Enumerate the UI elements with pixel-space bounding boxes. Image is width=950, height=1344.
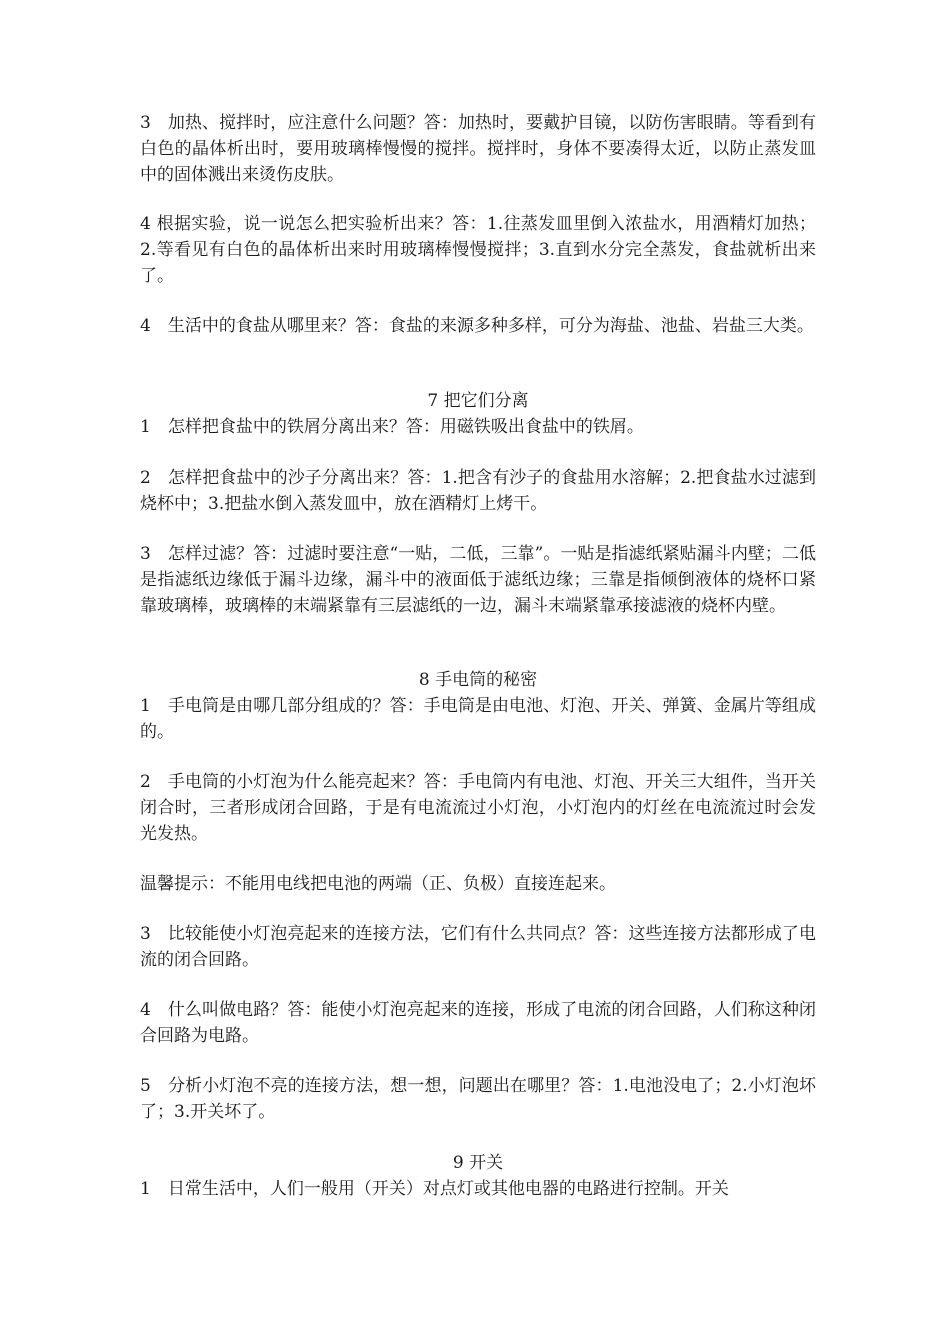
section-8-item-4: 4 什么叫做电路？答：能使小灯泡亮起来的连接，形成了电流的闭合回路，人们称这种闭合回路为电路。 (140, 1000, 816, 1046)
paragraph-heating-stirring: 3 加热、搅拌时，应注意什么问题？答：加热时，要戴护目镜，以防伤害眼睛。等看到有白色的晶体析出时，要用玻璃棒慢慢的搅拌。搅拌时，身体不要凑得太近，以防止蒸发皿中的固体溅出来烫伤皮肤。 (140, 113, 816, 185)
section-8-tip: 温馨提示：不能用电线把电池的两端（正、负极）直接连起来。 (140, 874, 616, 894)
section-7-item-3: 3 怎样过滤？答：过滤时要注意“一贴，二低，三靠”。一贴是指滤纸紧贴漏斗内壁；二低是指滤纸边缘低于漏斗边缘，漏斗中的液面低于滤纸边缘；三靠是指倾倒液体的烧杯口紧靠玻璃棒，玻璃棒的末端紧靠有三层滤纸的一边，漏斗末端紧靠承接滤液的烧杯内壁。 (140, 544, 816, 616)
paragraph-salt-crystallize: 4 根据实验，说一说怎么把实验析出来？答：1.往蒸发皿里倒入浓盐水，用酒精灯加热；2.等看见有白色的晶体析出来时用玻璃棒慢慢搅拌；3.直到水分完全蒸发，食盐就析出来了。 (140, 214, 816, 286)
section-7-item-1: 1 怎样把食盐中的铁屑分离出来？答：用磁铁吸出食盐中的铁屑。 (140, 417, 644, 437)
section-8-heading: 8 手电筒的秘密 (418, 670, 538, 690)
section-9-item-1: 1 日常生活中，人们一般用（开关）对点灯或其他电器的电路进行控制。开关 (140, 1179, 729, 1199)
section-8-item-3: 3 比较能使小灯泡亮起来的连接方法，它们有什么共同点？答：这些连接方法都形成了电流的闭合回路。 (140, 924, 816, 970)
paragraph-salt-source: 4 生活中的食盐从哪里来？答：食盐的来源多种多样，可分为海盐、池盐、岩盐三大类。 (140, 316, 814, 336)
section-7-heading: 7 把它们分离 (427, 391, 529, 411)
section-8-item-2: 2 手电筒的小灯泡为什么能亮起来？答：手电筒内有电池、灯泡、开关三大组件，当开关闭合时，三者形成闭合回路，于是有电流流过小灯泡，小灯泡内的灯丝在电流流过时会发光发热。 (140, 772, 816, 844)
section-8-item-1: 1 手电筒是由哪几部分组成的？答：手电筒是由电池、灯泡、开关、弹簧、金属片等组成的。 (140, 696, 816, 742)
section-9-heading: 9 开关 (452, 1153, 504, 1173)
section-8-item-5: 5 分析小灯泡不亮的连接方法，想一想，问题出在哪里？答：1.电池没电了；2.小灯泡坏了；3.开关坏了。 (140, 1076, 816, 1122)
section-7-item-2: 2 怎样把食盐中的沙子分离出来？答：1.把含有沙子的食盐用水溶解；2.把食盐水过滤到烧杯中；3.把盐水倒入蒸发皿中，放在酒精灯上烤干。 (140, 468, 816, 514)
